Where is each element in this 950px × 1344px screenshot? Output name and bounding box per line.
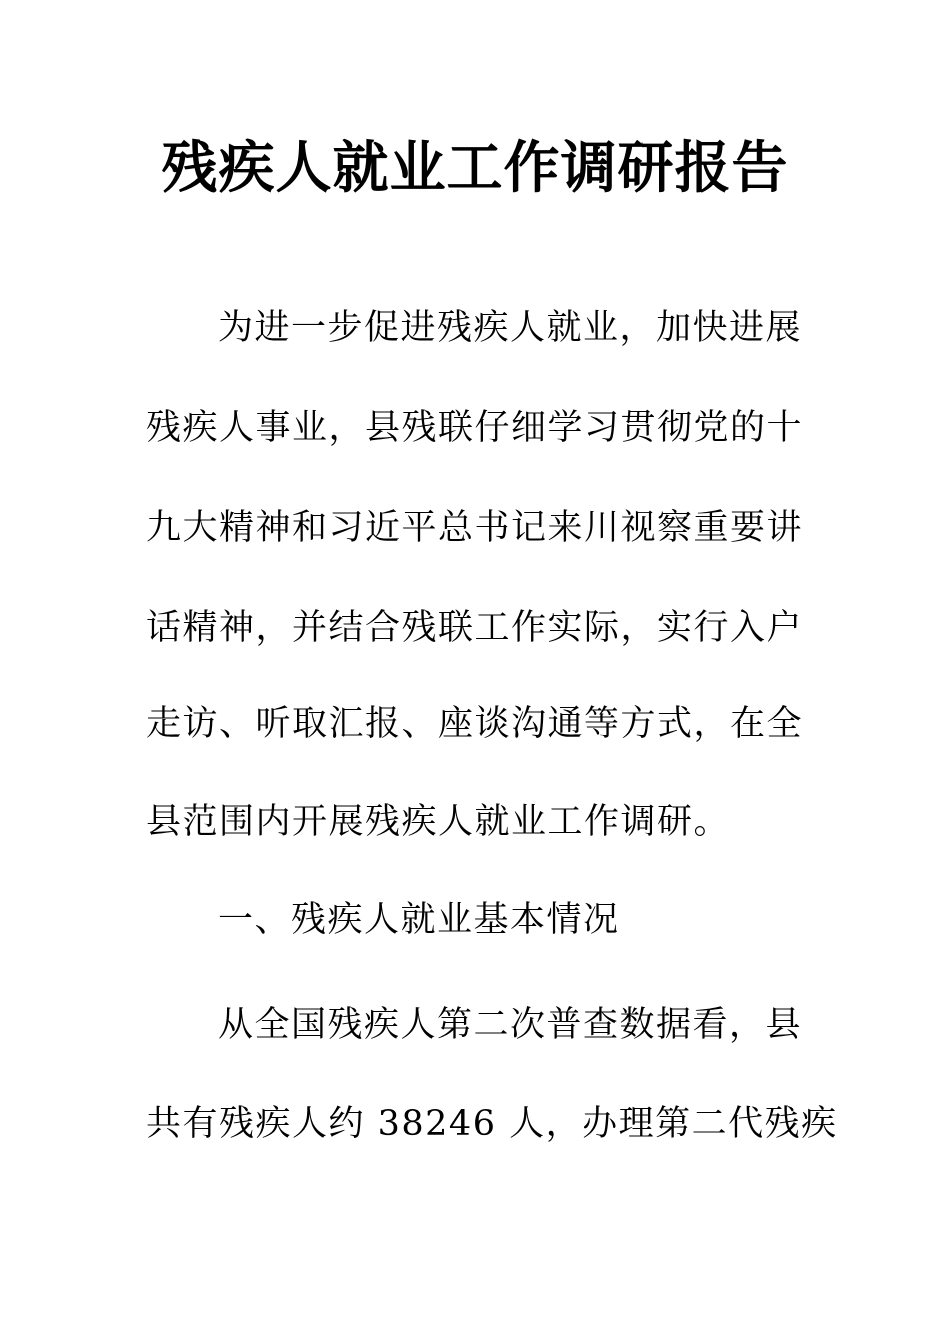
document-title: 残疾人就业工作调研报告 <box>161 135 789 201</box>
paragraph-line: 残疾人事业，县残联仔细学习贯彻党的十 <box>146 408 804 448</box>
paragraph-line: 九大精神和习近平总书记来川视察重要讲 <box>146 508 804 548</box>
paragraph-line: 从全国残疾人第二次普查数据看，县 <box>218 1005 803 1045</box>
paragraph-line: 共有残疾人约 38246 人，办理第二代残疾 <box>146 1104 838 1144</box>
section-heading: 一、残疾人就业基本情况 <box>218 900 620 940</box>
paragraph-line: 话精神，并结合残联工作实际，实行入户 <box>146 608 804 648</box>
paragraph-line: 县范围内开展残疾人就业工作调研。 <box>146 802 731 842</box>
paragraph-line: 走访、听取汇报、座谈沟通等方式，在全 <box>146 704 804 744</box>
paragraph-line: 为进一步促进残疾人就业，加快进展 <box>218 308 803 348</box>
